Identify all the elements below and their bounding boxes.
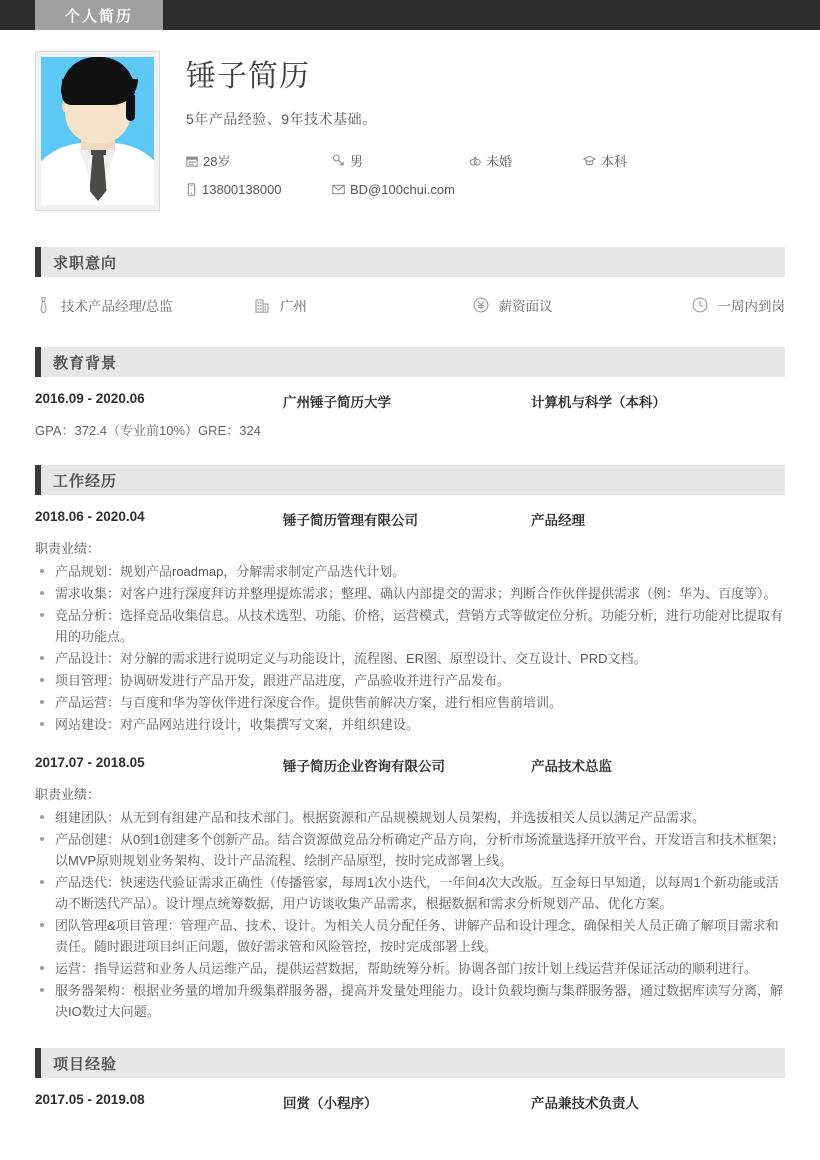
meta-age: [186, 151, 332, 170]
education-date: 2016.09 - 2020.06: [35, 391, 145, 406]
work-title: 产品技术总监: [531, 759, 612, 774]
list-item: 产品规划：规划产品roadmap，分解需求制定产品迭代计划。: [35, 561, 785, 582]
job-intent-location-text: 广州: [279, 299, 307, 314]
profile-info: [160, 51, 785, 211]
avatar-collar-left: [79, 149, 90, 179]
list-item: 服务器架构：根据业务量的增加升级集群服务器，提高并发量处理能力。设计负载均衡与集群服务器，通过数据库读写分离，解决IO数过大问题。: [35, 980, 785, 1022]
list-item: 团队管理&项目管理：管理产品、技术、设计。为相关人员分配任务、讲解产品和设计理念，确保相关人员正确了解项目需求和责任。随时跟进项目纠正问题，做好需求管和风险管控，按时完成部署上线。: [35, 915, 785, 957]
marital-status-icon: [469, 155, 481, 167]
building-icon: [254, 298, 271, 313]
meta-gender-text: 男: [350, 154, 364, 169]
section-title-project: 项目经验: [53, 1055, 118, 1073]
resume-page: [0, 30, 820, 1112]
clock-icon: [691, 297, 708, 313]
list-item: 网站建设：对产品网站进行设计，收集撰写文案，并组织建设。: [35, 714, 785, 735]
avatar-collar-right: [105, 149, 116, 179]
work-entry-head: [35, 509, 785, 529]
email-icon: [332, 184, 345, 195]
list-item: 竞品分析：选择竞品收集信息。从技术选型、功能、价格，运营模式，营销方式等做定位分析。功能分析，进行功能对比提取有用的功能点。: [35, 605, 785, 647]
meta-age-text: 28岁: [203, 154, 231, 169]
work-entry-head: [35, 755, 785, 775]
list-item: 产品运营：与百度和华为等伙伴进行深度合作。提供售前解决方案，进行相应售前培训。: [35, 692, 785, 713]
job-intent-position: [35, 295, 254, 315]
project-entry-head: [35, 1092, 785, 1112]
meta-education-text: 本科: [601, 154, 628, 169]
work-date: 2018.06 - 2020.04: [35, 509, 145, 524]
education-school: 广州锤子简历大学: [283, 395, 391, 410]
calendar-icon: [186, 155, 198, 167]
job-intent-salary: [473, 295, 692, 315]
meta-education: [583, 151, 627, 170]
meta-marital-status: [469, 151, 583, 170]
gender-icon: [332, 154, 345, 167]
work-company: 锤子简历企业咨询有限公司: [283, 759, 445, 774]
meta-phone: [186, 182, 332, 197]
job-intent-salary-text: 薪资面议: [498, 299, 553, 314]
list-item: 项目管理：协调研发进行产品开发，跟进产品进度，产品验收并进行产品发布。: [35, 670, 785, 691]
job-intent-location: [254, 295, 473, 315]
education-cap-icon: [583, 154, 596, 167]
project-entry: [35, 1092, 785, 1112]
section-header-project: [35, 1048, 785, 1078]
job-intent-row: [35, 291, 785, 321]
work-date: 2017.07 - 2018.05: [35, 755, 145, 770]
work-duties-list: [35, 561, 785, 735]
top-bar: [0, 0, 820, 30]
section-header-education: [35, 347, 785, 377]
education-entry-head: [35, 391, 785, 411]
section-header-work: [35, 465, 785, 495]
work-entry: [35, 509, 785, 735]
work-title: 产品经理: [531, 513, 585, 528]
section-title-work: 工作经历: [53, 472, 118, 490]
avatar: [41, 57, 154, 205]
tie-icon: [35, 297, 52, 314]
education-major: 计算机与科学（本科）: [531, 395, 666, 410]
candidate-tagline: 5年产品经验、9年技术基础。: [186, 111, 377, 127]
profile-meta-row-1: [186, 151, 785, 170]
meta-phone-text: 13800138000: [202, 182, 282, 197]
profile-header: [35, 30, 785, 221]
profile-meta-row-2: [186, 182, 785, 197]
project-date: 2017.05 - 2019.08: [35, 1092, 145, 1107]
meta-email-text: BD@100chui.com: [350, 182, 455, 197]
education-entry: [35, 391, 785, 439]
job-intent-availability: [691, 295, 785, 315]
salary-yen-icon: [473, 297, 490, 313]
section-title-job-intent: 求职意向: [53, 254, 118, 272]
list-item: 需求收集：对客户进行深度拜访并整理提炼需求；整理、确认内部提交的需求；判断合作伙伴提供需求（例：华为、百度等）。: [35, 583, 785, 604]
education-note: GPA：372.4（专业前10%）GRE：324: [35, 423, 261, 438]
work-duties-list: [35, 807, 785, 1022]
work-duties-label: 职责业绩：: [35, 787, 101, 802]
project-role: 产品兼技术负责人: [531, 1096, 639, 1111]
list-item: 运营：指导运营和业务人员运维产品，提供运营数据，帮助统筹分析。协调各部门按计划上线运营并保证活动的顺利进行。: [35, 958, 785, 979]
section-title-education: 教育背景: [53, 354, 118, 372]
job-intent-availability-text: 一周内到岗: [717, 299, 785, 314]
work-company: 锤子简历管理有限公司: [283, 513, 418, 528]
meta-gender: [332, 151, 469, 170]
list-item: 产品设计：对分解的需求进行说明定义与功能设计，流程图、ER图、原型设计、交互设计、PRD文档。: [35, 648, 785, 669]
tab-personal-resume[interactable]: [35, 0, 163, 30]
phone-icon: [186, 183, 197, 196]
list-item: 产品迭代：快速迭代验证需求正确性（传播管家，每周1次小迭代，一年间4次大改版。互金每日早知道，以每周1个新功能或活动不断迭代产品）。设计埋点统筹数据，用户访谈收集产品需求，根据数据和需求分析规划产品、优化方案。: [35, 872, 785, 914]
list-item: 产品创建：从0到1创建多个创新产品。结合资源做竞品分析确定产品方向，分析市场流量选择开放平台、开发语言和技术框架；以MVP原则规划业务架构、设计产品流程、绘制产品原型，按时完成部署上线。: [35, 829, 785, 871]
tab-label: 个人简历: [64, 7, 133, 25]
meta-email: [332, 182, 455, 197]
work-entry: [35, 755, 785, 1022]
avatar-frame: [35, 51, 160, 211]
section-header-job-intent: [35, 247, 785, 277]
avatar-sideburn: [126, 95, 135, 121]
job-intent-position-text: 技术产品经理/总监: [61, 299, 173, 314]
candidate-name: 锤子简历: [186, 60, 310, 93]
list-item: 组建团队：从无到有组建产品和技术部门。根据资源和产品规模规划人员架构，并选拔相关人员以满足产品需求。: [35, 807, 785, 828]
meta-marital-status-text: 未婚: [486, 154, 513, 169]
work-duties-label: 职责业绩：: [35, 541, 101, 556]
project-name: 回赏（小程序）: [283, 1096, 378, 1111]
